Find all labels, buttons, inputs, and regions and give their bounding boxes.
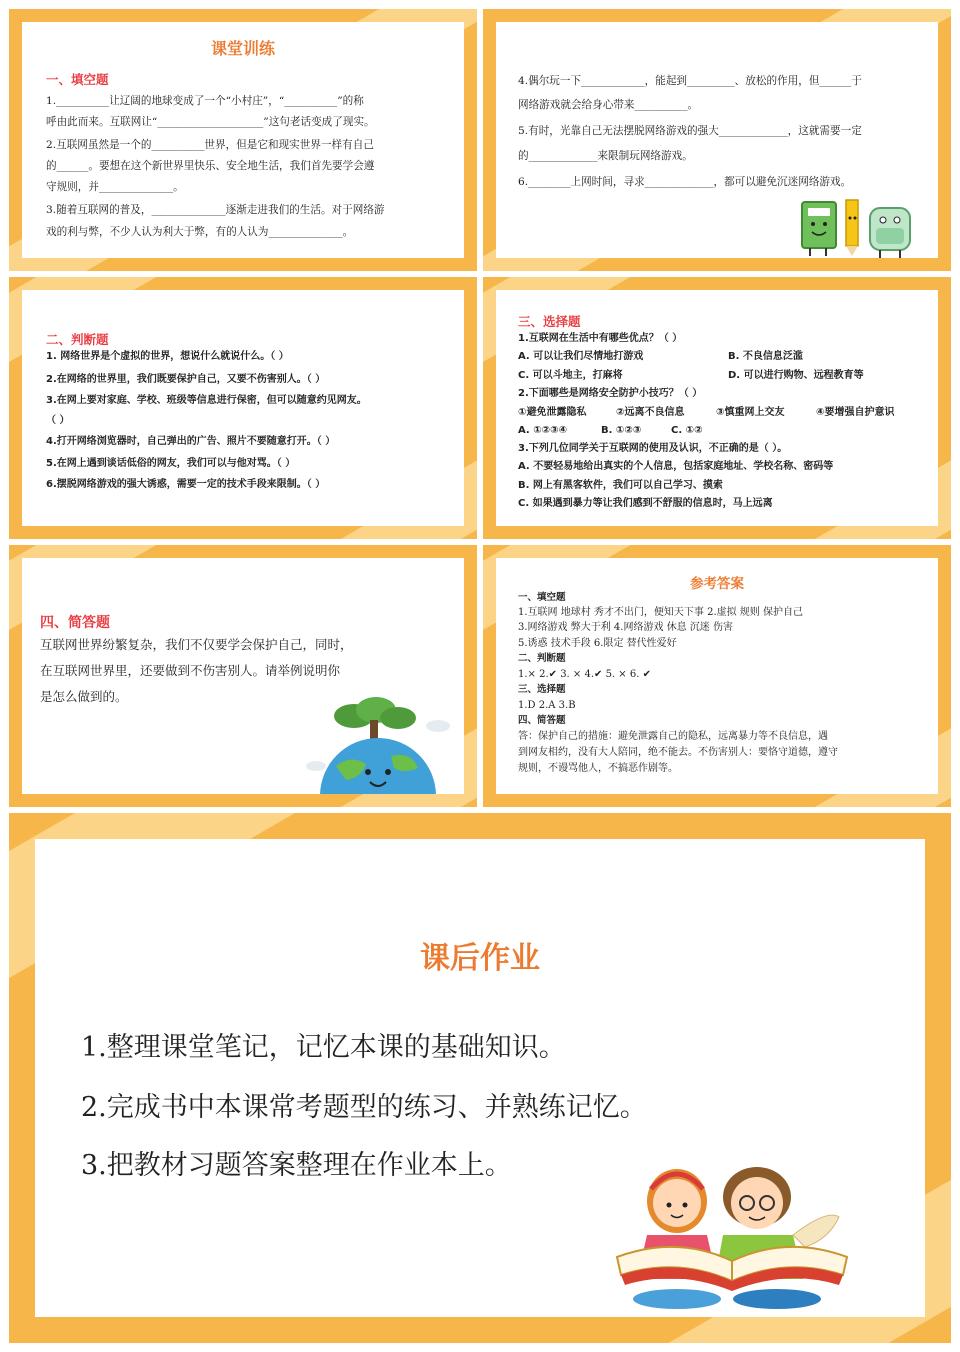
slide-answer-key xyxy=(483,545,951,807)
option-c: C. 如果遇到暴力等让我们感到不舒服的信息时，马上远离 xyxy=(518,498,773,509)
question-line: 的______。要想在这个新世界里快乐、安全地生活，我们首先要学会遵 xyxy=(46,160,375,172)
slide-card xyxy=(22,290,464,526)
question-line: 是怎么做到的。 xyxy=(40,689,128,704)
slide-title: 课堂训练 xyxy=(210,39,275,58)
answer-heading: 三、选择题 xyxy=(518,684,566,695)
homework-item: 3.把教材习题答案整理在作业本上。 xyxy=(81,1150,512,1181)
slide-card xyxy=(496,290,938,526)
slide-card xyxy=(22,22,464,258)
answer-line: 1.D 2.A 3.B xyxy=(518,700,576,711)
question-line: 网络游戏就会给身心带来__________。 xyxy=(518,99,699,111)
school-supplies-illustration xyxy=(796,198,926,258)
question-line: 1. 网络世界是个虚拟的世界，想说什么就说什么。（ ） xyxy=(46,351,289,362)
section-heading: 一、填空题 xyxy=(46,72,109,87)
section-heading: 二、判断题 xyxy=(46,332,109,347)
choice-item: ②远离不良信息 xyxy=(616,407,685,418)
slide-short-answer xyxy=(9,545,477,807)
question-line: （ ） xyxy=(46,415,70,426)
question-line: 5.有时，光靠自己无法摆脱网络游戏的强大_____________，这就需要一定 xyxy=(518,125,862,137)
question-line: 4.打开网络浏览器时，自己弹出的广告、照片不要随意打开。（ ） xyxy=(46,436,336,447)
question-line: 1.__________让辽阔的地球变成了一个“小村庄”，“__________”的称 xyxy=(46,95,364,107)
choice-item: ③慎重网上交友 xyxy=(716,407,785,418)
slide-card xyxy=(35,839,925,1317)
question-line: 在互联网世界里，还要做到不伤害别人。请举例说明你 xyxy=(40,663,341,678)
slide-practice-fill-blank-cont xyxy=(483,9,951,271)
option-d: D. 可以进行购物、远程教育等 xyxy=(728,370,864,381)
slide-multiple-choice xyxy=(483,277,951,539)
option-c: C. 可以斗地主，打麻将 xyxy=(518,370,623,381)
question-line: 2.互联网虽然是一个的__________世界，但是它和现实世界一样有自己 xyxy=(46,139,374,151)
slide-practice-fill-blank xyxy=(9,9,477,271)
answer-heading: 二、判断题 xyxy=(518,653,566,664)
answer-line: 3.网络游戏 弊大于利 4.网络游戏 休息 沉迷 伤害 xyxy=(518,622,733,633)
question-line: 6.________上网时间，寻求_____________，都可以避免沉迷网络游戏。 xyxy=(518,176,852,188)
slide-card xyxy=(22,558,464,794)
answer-heading: 四、简答题 xyxy=(518,715,566,726)
question-line: 3.随着互联网的普及，______________逐渐走进我们的生活。对于网络游 xyxy=(46,204,385,216)
question-line: 互联网世界纷繁复杂，我们不仅要学会保护自己，同时， xyxy=(40,637,353,652)
earth-tree-illustration xyxy=(306,696,456,794)
option-a: A. 不要轻易地给出真实的个人信息，包括家庭地址、学校名称、密码等 xyxy=(518,461,834,472)
question-line: 守规则，并______________。 xyxy=(46,181,184,193)
answer-line: 到网友相约，没有大人陪同，绝不能去。不伤害别人：要恪守道德，遵守 xyxy=(518,747,838,758)
answer-line: 1.× 2.✔ 3. × 4.✔ 5. × 6. ✔ xyxy=(518,669,651,680)
section-heading: 三、选择题 xyxy=(518,314,581,329)
question-line: 4.偶尔玩一下____________，能起到_________、放松的作用，但______于 xyxy=(518,75,862,87)
answer-line: 1.互联网 地球村 秀才不出门，便知天下事 2.虚拟 规则 保护自己 xyxy=(518,607,803,618)
question-line: 2.在网络的世界里，我们既要保护自己，又要不伤害别人。（ ） xyxy=(46,374,326,385)
question-line: 2.下面哪些是网络安全防护小技巧？（ ） xyxy=(518,388,703,399)
option-c: C. ①② xyxy=(671,425,703,436)
choice-item: ①避免泄露隐私 xyxy=(518,407,587,418)
option-b: B. 网上有黑客软件，我们可以自己学习、摸索 xyxy=(518,480,723,491)
slide-card xyxy=(496,22,938,258)
option-a: A. ①②③④ xyxy=(518,425,568,436)
question-line: 6.摆脱网络游戏的强大诱惑，需要一定的技术手段来限制。（ ） xyxy=(46,479,326,490)
slide-title: 参考答案 xyxy=(690,576,744,592)
children-reading-illustration xyxy=(607,1139,857,1314)
option-b: B. 不良信息泛滥 xyxy=(728,351,803,362)
question-line: 5.在网上遇到谈话低俗的网友，我们可以与他对骂。（ ） xyxy=(46,458,296,469)
slide-true-false xyxy=(9,277,477,539)
homework-item: 1.整理课堂笔记，记忆本课的基础知识。 xyxy=(81,1032,566,1063)
option-b: B. ①②③ xyxy=(601,425,642,436)
slide-homework xyxy=(9,813,951,1343)
question-line: 3.在网上要对家庭、学校、班级等信息进行保密，但可以随意约见网友。 xyxy=(46,395,367,406)
homework-item: 2.完成书中本课常考题型的练习、并熟练记忆。 xyxy=(81,1092,647,1123)
answer-line: 规则，不谩骂他人，不搞恶作剧等。 xyxy=(518,763,678,774)
question-line: 3.下列几位同学关于互联网的使用及认识，不正确的是（ ）。 xyxy=(518,443,788,454)
slide-card xyxy=(496,558,938,794)
question-line: 戏的利与弊，不少人认为利大于弊，有的人认为______________。 xyxy=(46,226,354,238)
option-a: A. 可以让我们尽情地打游戏 xyxy=(518,351,644,362)
answer-line: 5.诱惑 技术手段 6.限定 替代性爱好 xyxy=(518,638,677,649)
question-line: 呼由此而来。互联网让“____________________”这句老话变成了现实。 xyxy=(46,116,375,128)
question-line: 的_____________来限制玩网络游戏。 xyxy=(518,150,693,162)
slide-title: 课后作业 xyxy=(420,941,540,976)
answer-line: 答：保护自己的措施：避免泄露自己的隐私，远离暴力等不良信息，遇 xyxy=(518,731,828,742)
answer-heading: 一、填空题 xyxy=(518,592,566,603)
section-heading: 四、简答题 xyxy=(40,615,110,631)
choice-item: ④要增强自护意识 xyxy=(816,407,895,418)
question-line: 1.互联网在生活中有哪些优点？（ ） xyxy=(518,333,683,344)
